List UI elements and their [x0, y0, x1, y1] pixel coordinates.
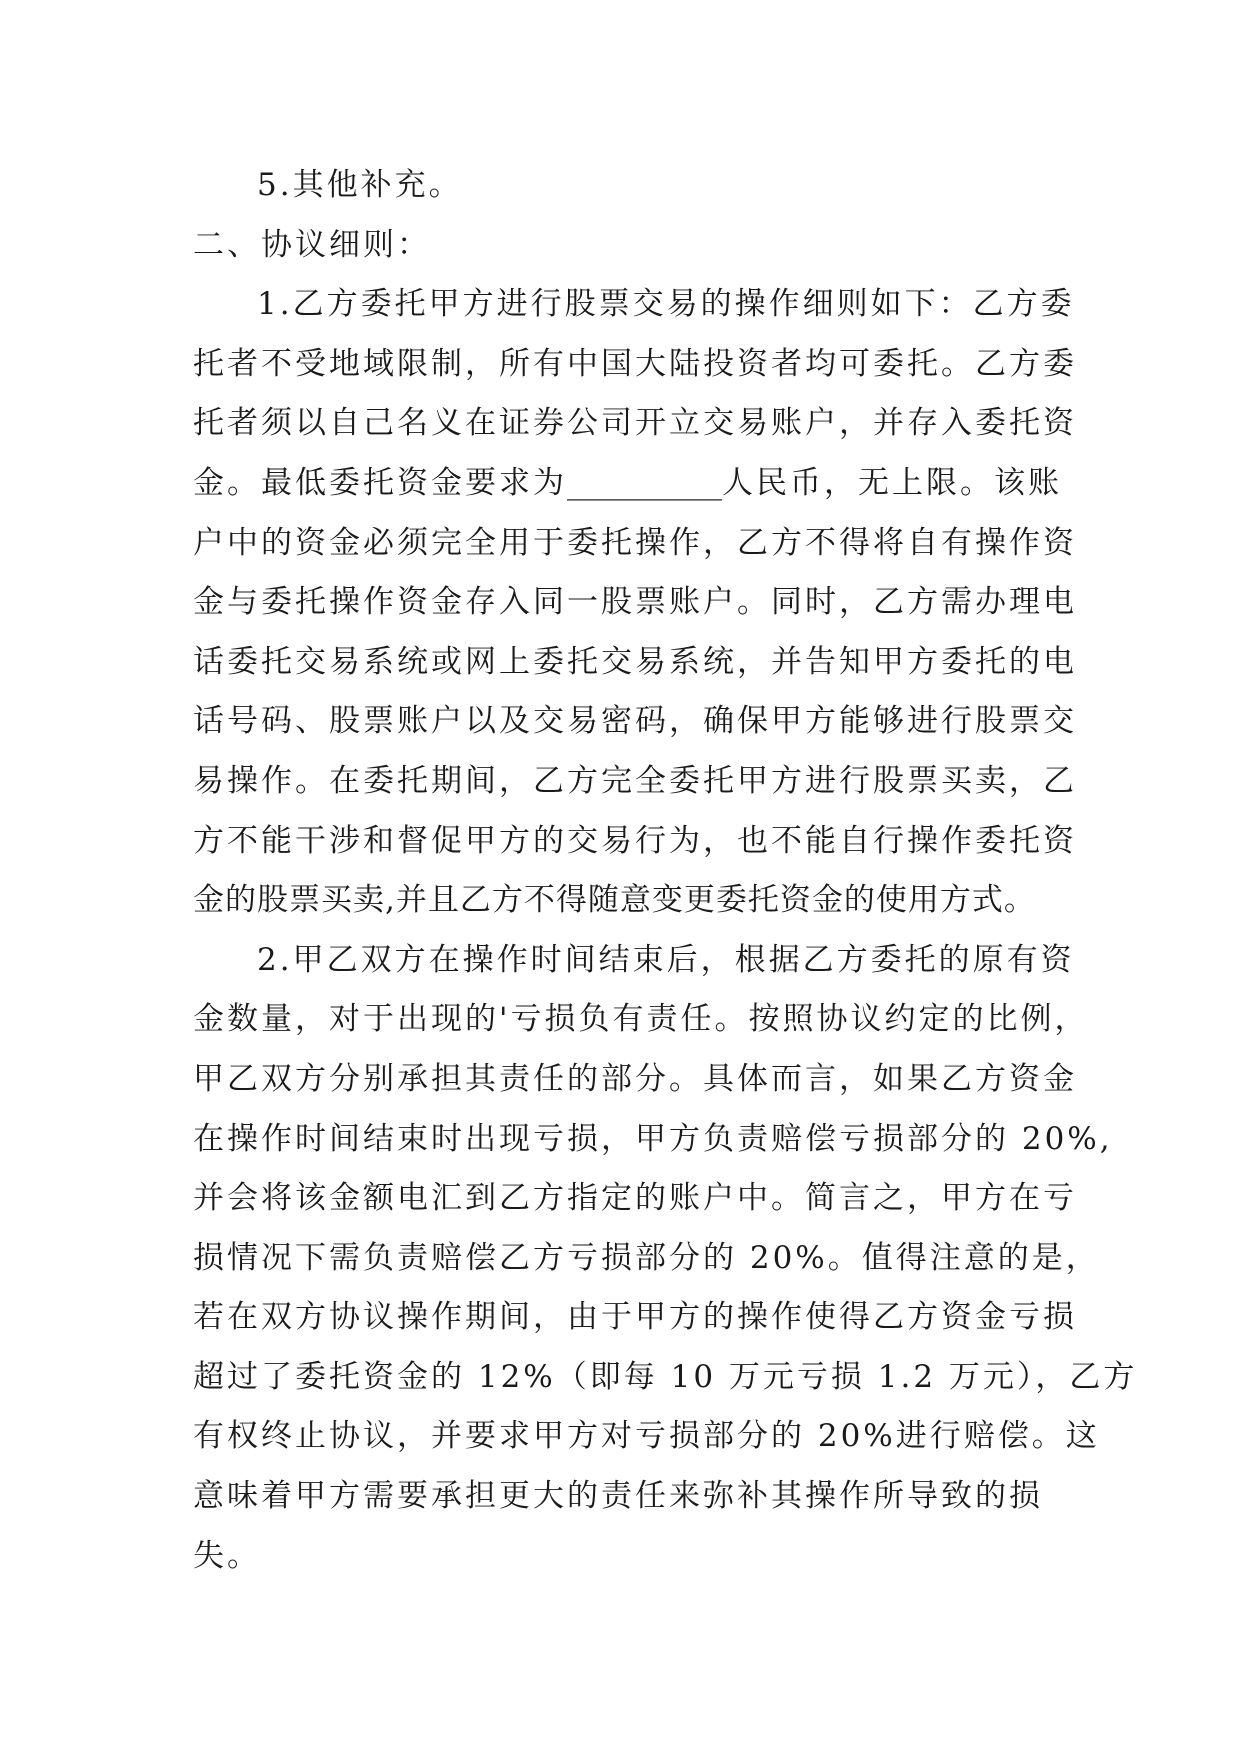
paragraph-line: 话号码、股票账户以及交易密码，确保甲方能够进行股票交 — [193, 703, 1077, 740]
paragraph-2 — [193, 931, 1138, 1587]
paragraph-line: 托者须以自己名义在证券公司开立交易账户，并存入委托资 — [193, 405, 1077, 442]
paragraph-line: 损情况下需负责赔偿乙方亏损部分的 20%。值得注意的是， — [193, 1239, 1100, 1276]
list-item-5: 5.其他补充。 — [257, 167, 463, 203]
paragraph-line: 金数量，对于出现的'亏损负有责任。按照协议约定的比例， — [193, 1001, 1089, 1038]
paragraph-1 — [193, 275, 1077, 931]
paragraph-line — [193, 454, 1063, 514]
paragraph-line: 若在双方协议操作期间，由于甲方的操作使得乙方资金亏损 — [193, 1299, 1077, 1336]
paragraph-line: 2.甲乙双方在操作时间结束后，根据乙方委托的原有资 — [257, 941, 1075, 978]
document-body — [193, 156, 1138, 1586]
paragraph-line: 1.乙方委托甲方进行股票交易的操作细则如下：乙方委 — [257, 286, 1075, 323]
paragraph-line: 话委托交易系统或网上委托交易系统，并告知甲方委托的电 — [193, 643, 1077, 680]
paragraph-line: 方不能干涉和督促甲方的交易行为，也不能自行操作委托资 — [193, 822, 1077, 859]
paragraph-line: 失。 — [193, 1537, 261, 1574]
paragraph-line: 托者不受地域限制，所有中国大陆投资者均可委托。乙方委 — [193, 345, 1077, 382]
section-heading: 二、协议细则： — [193, 226, 431, 263]
paragraph-line: 并会将该金额电汇到乙方指定的账户中。简言之，甲方在亏 — [193, 1180, 1077, 1217]
paragraph-text: 人民币，无上限。该账 — [722, 464, 1062, 501]
paragraph-line: 金的股票买卖,并且乙方不得随意变更委托资金的使用方式。 — [193, 882, 1036, 919]
paragraph-line: 户中的资金必须完全用于委托操作，乙方不得将自有操作资 — [193, 524, 1077, 561]
paragraph-line: 有权终止协议，并要求甲方对亏损部分的 20%进行赔偿。这 — [193, 1418, 1100, 1455]
fill-in-blank: __________ — [567, 464, 722, 501]
paragraph-line: 超过了委托资金的 12%（即每 10 万元亏损 1.2 万元），乙方 — [193, 1358, 1138, 1395]
paragraph-line: 在操作时间结束时出现亏损，甲方负责赔偿亏损部分的 20%, — [193, 1120, 1113, 1157]
paragraph-line: 意味着甲方需要承担更大的责任来弥补其操作所导致的损 — [193, 1478, 1043, 1515]
paragraph-text: 金。最低委托资金要求为 — [193, 464, 567, 501]
paragraph-line: 甲乙双方分别承担其责任的部分。具体而言，如果乙方资金 — [193, 1060, 1077, 1097]
paragraph-line: 金与委托操作资金存入同一股票账户。同时，乙方需办理电 — [193, 584, 1077, 621]
paragraph-line: 易操作。在委托期间，乙方完全委托甲方进行股票买卖，乙 — [193, 762, 1077, 799]
